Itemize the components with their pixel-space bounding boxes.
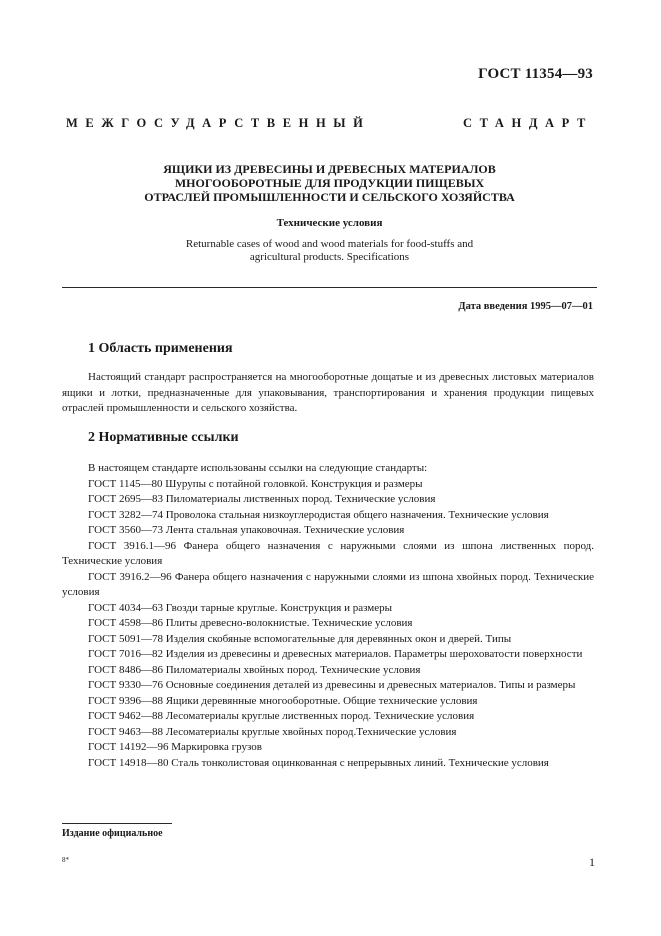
title-line: ЯЩИКИ ИЗ ДРЕВЕСИНЫ И ДРЕВЕСНЫХ МАТЕРИАЛОВ (163, 162, 496, 176)
reference-item: ГОСТ 3916.1—96 Фанера общего назначения с наружными слоями из шпона лиственных пород. Технические условия (62, 539, 594, 567)
reference-item: ГОСТ 4034—63 Гвозди тарные круглые. Конструкция и размеры (88, 601, 393, 614)
introduction-date: Дата введения 1995—07—01 (458, 301, 593, 312)
banner-standard: СТАНДАРТ (462, 116, 593, 130)
reference-item: ГОСТ 7016—82 Изделия из древесины и древесных материалов. Параметры шероховатости поверхности (88, 648, 583, 660)
reference-item: ГОСТ 3560—73 Лента стальная упаковочная. Технические условия (88, 524, 405, 536)
section-heading-references: 2 Нормативные ссылки (88, 430, 239, 445)
reference-item: ГОСТ 9330—76 Основные соединения деталей из древесины и древесных материалов. Типы и размеры (88, 679, 576, 691)
reference-item: ГОСТ 3282—74 Проволока стальная низкоуглеродистая общего назначения. Технические условия (88, 508, 549, 521)
reference-item: ГОСТ 3916.2—96 Фанера общего назначения с наружными слоями из шпона хвойных пород. Технические условия (62, 570, 594, 598)
standard-banner (66, 116, 593, 131)
document-subtitle: Технические условия (276, 217, 383, 229)
reference-item: ГОСТ 14192—96 Маркировка грузов (88, 741, 262, 753)
english-title-line: agricultural products. Specifications (249, 251, 410, 263)
reference-item: ГОСТ 9463—88 Лесоматериалы круглые хвойных пород.Технические условия (88, 725, 457, 738)
title-line: МНОГООБОРОТНЫЕ ДЛЯ ПРОДУКЦИИ ПИЩЕВЫХ (174, 176, 485, 190)
reference-item: ГОСТ 5091—78 Изделия скобяные вспомогательные для деревянных окон и дверей. Типы (88, 632, 512, 645)
reference-item: ГОСТ 4598—86 Плиты древесно-волокнистые. Технические условия (88, 617, 413, 629)
document-number: ГОСТ 11354—93 (478, 66, 593, 82)
reference-item: ГОСТ 1145—80 Шурупы с потайной головкой. Конструкция и размеры (88, 477, 423, 490)
english-title-line: Returnable cases of wood and wood materials for food-stuffs and (185, 238, 474, 250)
references-intro: В настоящем стандарте использованы ссылки на следующие стандарты: (88, 462, 428, 474)
reference-item: ГОСТ 8486—86 Пиломатериалы хвойных пород. Технические условия (88, 663, 421, 676)
english-title (150, 238, 509, 264)
reference-item: ГОСТ 2695—83 Пиломатериалы лиственных пород. Технические условия (88, 493, 436, 505)
page-number: 1 (589, 855, 595, 869)
title-line: ОТРАСЛЕЙ ПРОМЫШЛЕННОСТИ И СЕЛЬСКОГО ХОЗЯЙСТВА (144, 190, 515, 204)
official-edition-label: Издание официальное (62, 828, 163, 839)
reference-item: ГОСТ 14918—80 Сталь тонколистовая оцинкованная с непрерывных линий. Технические условия (88, 756, 549, 769)
banner-interstate: МЕЖГОСУДАРСТВЕННЫЙ (66, 116, 371, 130)
reference-item: ГОСТ 9462—88 Лесоматериалы круглые лиственных пород. Технические условия (88, 710, 475, 722)
scope-text: Настоящий стандарт распространяется на многооборотные дощатые и из древесных листовых материалов ящики и лотки, предназначенные для упаковывания, транспортирования и хранения продукции пищевых отраслей промышленности и сельского хозяйства. (62, 371, 594, 415)
document-title (66, 162, 593, 204)
reference-item: ГОСТ 9396—88 Ящики деревянные многооборотные. Общие технические условия (88, 694, 478, 707)
normative-references-list (62, 461, 594, 771)
sheet-mark: 8* (62, 856, 69, 864)
footer-divider (62, 823, 172, 824)
scope-paragraph (62, 370, 594, 417)
section-heading-scope: 1 Область применения (88, 341, 233, 356)
header-divider (62, 287, 597, 288)
